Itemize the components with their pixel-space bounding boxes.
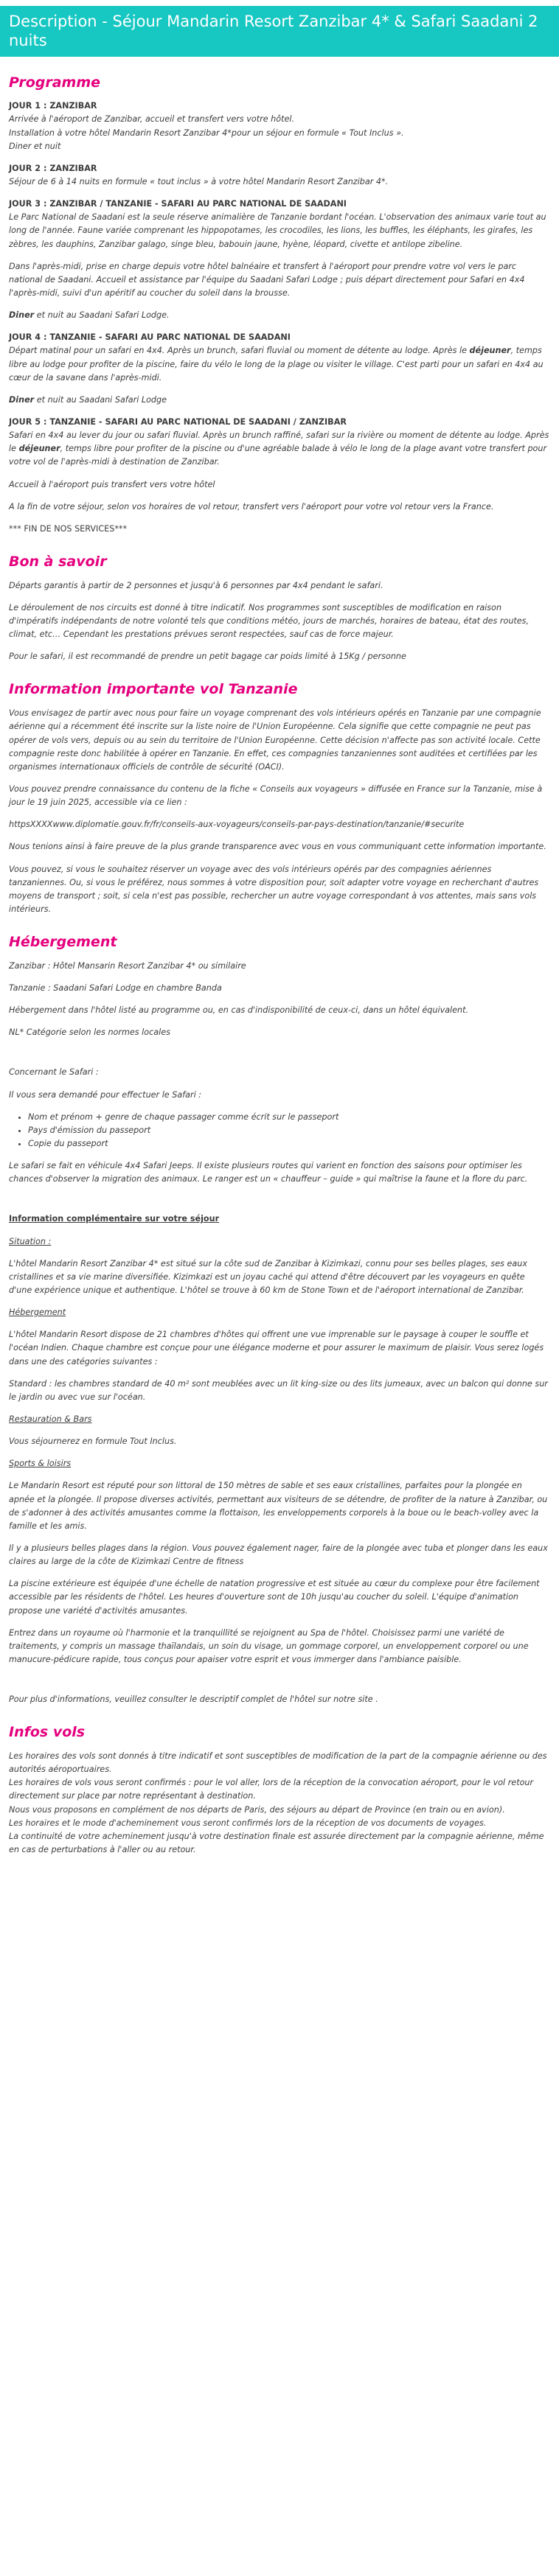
- subsection-title: Situation :: [9, 1236, 52, 1246]
- day-title: JOUR 5 : TANZANIE - SAFARI AU PARC NATIONAL DE SAADANI / ZANZIBAR: [9, 416, 347, 427]
- diner-text: et nuit au Saadani Safari Lodge.: [34, 310, 170, 321]
- link-text: httpsXXXXwww.diplomatie.gouv.fr/fr/conseils-aux-voyageurs/conseils-par-pays-destination/tanzanie/#securite: [9, 820, 465, 830]
- paragraph: Vous séjournerez en formule Tout Inclus.: [9, 1437, 177, 1447]
- paragraph: L'hôtel Mandarin Resort dispose de 21 chambres d'hôtes qui offrent une vue imprenable sur le paysage à couper le souffle et l'océan Indien. Chaque chambre est conçue pour une élégance moderne et pour assurer le maximum de plaisir. Vous serez logés dans une des catégories suivantes :: [9, 1330, 544, 1366]
- info-line: Les horaires de vols vous seront confirmés : pour le vol aller, lors de la réception de la convocation aéroport, pour le vol retour directement sur place par notre représentant à destination.: [9, 1778, 534, 1801]
- end-of-services: *** FIN DE NOS SERVICES***: [9, 523, 128, 534]
- vol-tanzanie-heading: Information importante vol Tanzanie: [9, 681, 298, 698]
- paragraph: Il vous sera demandé pour effectuer le Safari :: [9, 1089, 202, 1100]
- day-title: JOUR 3 : ZANZIBAR / TANZANIE - SAFARI AU PARC NATIONAL DE SAADANI: [9, 199, 347, 209]
- infos-vols-body: [9, 1750, 550, 1857]
- diner-label: Diner: [9, 310, 35, 321]
- safari-requirements-list: [9, 1111, 550, 1151]
- text-span: , temps libre au lodge pour profiter de la piscine, faire du vélo le long de la plage ou visiter le village. C'est parti pour un safari en 4x4 au cœur de la savane dans l'après-midi.: [9, 346, 544, 383]
- spacer: [9, 1048, 550, 1066]
- info-complementaire-title: Information complémentaire sur votre séjour: [9, 1214, 220, 1224]
- day-line: Arrivée à l'aéroport de Zanzibar, accueil et transfert vers votre hôtel.: [9, 114, 295, 125]
- diner-label: Diner: [9, 394, 35, 405]
- infos-vols-heading: Infos vols: [9, 1724, 86, 1741]
- paragraph: Nous tenions ainsi à faire preuve de la plus grande transparence avec vous en vous communiquant cette information importante.: [9, 842, 546, 852]
- paragraph: NL* Catégorie selon les normes locales: [9, 1027, 170, 1038]
- day-paragraph: Dans l'après-midi, prise en charge depuis votre hôtel balnéaire et transfert à l'aéroport pour prendre votre vol vers le parc national de Saadani. Accueil et assistance par l'équipe du Saadani Safari Lodge ; puis départ directement pour Safari en 4x4 l'après-midi, suivi d'un apéritif au coucher du soleil dans la brousse.: [9, 261, 525, 298]
- day-paragraph: [9, 429, 550, 469]
- paragraph: Entrez dans un royaume où l'harmonie et la tranquillité se rejoignent au Spa de l'hôtel. Choisissez parmi une variété de traitements, y compris un massage thaïlandais, un soin du visage, un gommage corporel, un enveloppement corporel ou une manucure-pédicure rapide, tous conçus pour apaiser votre esprit et vous immerger dans l'ambiance paisible.: [9, 1627, 529, 1664]
- diner-text: et nuit au Saadani Safari Lodge: [34, 394, 167, 405]
- paragraph: Le safari se fait en véhicule 4x4 Safari Jeeps. Il existe plusieurs routes qui varient en fonction des saisons pour optimiser les chances d'observer la migration des animaux. Le ranger est un « chauffeur – guide » qui maîtrise la faune et la flore du parc.: [9, 1161, 528, 1184]
- paragraph: La piscine extérieure est équipée d'une échelle de natation progressive et est située au cœur du complexe pour être facilement accessible par les résidents de l'hôtel. Les heures d'ouverture sont de 10h jusqu'au coucher du soleil. L'équipe d'animation propose une variété d'activités amusantes.: [9, 1579, 540, 1616]
- info-line: La continuité de votre acheminement jusqu'à votre destination finale est assurée directement par la compagnie aérienne, même en cas de perturbations à l'aller ou au retour.: [9, 1831, 544, 1854]
- paragraph: Vous envisagez de partir avec nous pour faire un voyage comprenant des vols intérieurs opérés en Tanzanie par une compagnie aérienne qui a récemment été inscrite sur la liste noire de l'Union Européenne. Cela signifie que cette compagnie ne peut pas opérer de vols vers, depuis ou au sein du territoire de l'Union Européenne. Cette décision n'affecte pas son activité locale. Cette compagnie reste donc habilitée à opérer en Tanzanie. En effet, ces compagnies tanzaniennes sont auditées et certifiées par les organismes internationaux officiels de contrôle de sécurité (OACI).: [9, 708, 541, 772]
- paragraph: Le Mandarin Resort est réputé pour son littoral de 150 mètres de sable et ses eaux cristallines, parfaites pour la plongée en apnée et la plongée. Il propose diverses activités, permettant aux visiteurs de se détendre, de profiter de la nature à Zanzibar, ou de s'adonner à des activités amusantes comme la flottaison, les enveloppements corporels à la boue ou le beach-volley avec la famille et les amis.: [9, 1481, 548, 1531]
- list-item: • Nom et prénom + genre de chaque passager comme écrit sur le passeport: [28, 1111, 550, 1124]
- text-span: Départ matinal pour un safari en 4x4. Après un brunch, safari fluvial ou moment de détente au lodge. Après le: [9, 346, 470, 356]
- programme-heading: Programme: [9, 74, 101, 91]
- text-span: , temps libre pour profiter de la piscine ou d'une agréable balade à vélo le long de la plage avant votre transfert pour votre vol de l'après-midi à destination de Zanzibar.: [9, 444, 547, 467]
- paragraph: Il y a plusieurs belles plages dans la région. Vous pouvez également nager, faire de la plongée avec tuba et plonger dans les eaux claires au large de la côte de Kizimkazi Centre de fitness: [9, 1543, 548, 1567]
- paragraph: Vous pouvez prendre connaissance du contenu de la fiche « Conseils aux voyageurs » diffusée en France sur la Tanzanie, mise à jour le 19 juin 2025, accessible via ce lien :: [9, 783, 543, 808]
- text-strong: déjeuner: [18, 444, 60, 454]
- day-title: JOUR 1 : ZANZIBAR: [9, 101, 97, 111]
- paragraph: Concernant le Safari :: [9, 1067, 99, 1078]
- day-body: [9, 113, 550, 153]
- day-line: Séjour de 6 à 14 nuits en formule « tout inclus » à votre hôtel Mandarin Resort Zanzibar 4*.: [9, 177, 389, 186]
- hebergement-heading: Hébergement: [9, 934, 117, 951]
- text-span: Safari en 4x4 au lever du jour ou safari fluvial. Après un brunch raffiné, safari sur la rivière ou moment de détente au lodge. Après le: [9, 430, 549, 454]
- day-line: Installation à votre hôtel Mandarin Resort Zanzibar 4*pour un séjour en formule « Tout Inclus ».: [9, 128, 404, 138]
- paragraph: Pour le safari, il est recommandé de prendre un petit bagage car poids limité à 15Kg / personne: [9, 652, 406, 662]
- paragraph: Pour plus d'informations, veuillez consulter le descriptif complet de l'hôtel sur notre site .: [9, 1694, 378, 1705]
- day-paragraph: Le Parc National de Saadani est la seule réserve animalière de Tanzanie bordant l'océan. L'observation des animaux varie tout au long de l'année. Faune variée comprenant les hippopotames, les crocodiles, les lions, les buffles, les éléphants, les girafes, les zèbres, les dauphins, Zanzibar galago, singe bleu, babouin jaune, hyène, léopard, civette et antilope zibeline.: [9, 212, 546, 249]
- day-title: JOUR 4 : TANZANIE - SAFARI AU PARC NATIONAL DE SAADANI: [9, 332, 291, 343]
- content: [0, 74, 559, 1857]
- info-line: Les horaires et le mode d'acheminement vous seront confirmés lors de la réception de vos documents de voyages.: [9, 1818, 487, 1828]
- subsection-title: Hébergement: [9, 1308, 66, 1318]
- page: [0, 6, 559, 1888]
- list-item: • Copie du passeport: [28, 1137, 550, 1151]
- text-strong: déjeuner: [469, 346, 511, 356]
- spacer: [9, 1195, 550, 1212]
- paragraph: Le déroulement de nos circuits est donné à titre indicatif. Nos programmes sont susceptibles de modification en raison d'impératifs indépendants de notre volonté tels que conditions météo, jours de marchés, horaires de bateau, état des routes, climat, etc… Cependant les prestations prévues seront respectées, sauf cas de force majeur.: [9, 602, 530, 640]
- paragraph: Départs garantis à partir de 2 personnes et jusqu'à 6 personnes par 4x4 pendant le safari.: [9, 580, 383, 590]
- subsection-title: Restauration & Bars: [9, 1414, 92, 1424]
- day-paragraph: [9, 394, 550, 407]
- day-title: JOUR 2 : ZANZIBAR: [9, 163, 97, 173]
- info-line: Nous vous proposons en complément de nos départs de Paris, des séjours au départ de Province (en train ou en avion).: [9, 1804, 505, 1815]
- subsection-title: Sports & loisirs: [9, 1459, 72, 1469]
- bon-a-savoir-heading: Bon à savoir: [9, 553, 107, 570]
- day-paragraph: [9, 344, 550, 384]
- paragraph: Zanzibar : Hôtel Mansarin Resort Zanzibar 4* ou similaire: [9, 960, 246, 971]
- paragraph: Hébergement dans l'hôtel listé au programme ou, en cas d'indisponibilité de ceux-ci, dans un hôtel équivalent.: [9, 1005, 469, 1016]
- paragraph: Standard : les chambres standard de 40 m² sont meublées avec un lit king-size ou des lits jumeaux, avec un balcon qui donne sur le jardin ou avec vue sur l'océan.: [9, 1378, 548, 1402]
- paragraph: Vous pouvez, si vous le souhaitez réserver un voyage avec des vols intérieurs opérés par des compagnies aériennes tanzaniennes. Ou, si vous le préférez, nous sommes à votre disposition pour, soit adapter votre voyage en recherchant d'autres moyens de transport ; soit, si cela n'est pas possible, rechercher un autre voyage correspondant à vos attentes, mais sans vols intérieurs.: [9, 864, 539, 914]
- paragraph: L'hôtel Mandarin Resort Zanzibar 4* est situé sur la côte sud de Zanzibar à Kizimkazi, connu pour ses belles plages, ses eaux cristallines et sa vie marine diversifiée. Kizimkazi est un joyau caché qui attend d'être découvert par les voyageurs en quête d'une expérience unique et authentique. L'hôtel se trouve à 60 km de Stone Town et de l'aéroport international de Zanzibar.: [9, 1258, 527, 1295]
- day-paragraph: [9, 309, 550, 322]
- list-item: • Pays d'émission du passeport: [28, 1124, 550, 1137]
- day-paragraph: Accueil à l'aéroport puis transfert vers votre hôtel: [9, 479, 215, 489]
- info-line: Les horaires des vols sont donnés à titre indicatif et sont susceptibles de modification de la part de la compagnie aérienne ou des autorités aéroportuaires.: [9, 1751, 547, 1775]
- day-line: Diner et nuit: [9, 141, 61, 151]
- spacer: [9, 1675, 550, 1693]
- paragraph: Tanzanie : Saadani Safari Lodge en chambre Banda: [9, 983, 222, 994]
- day-paragraph: A la fin de votre séjour, selon vos horaires de vol retour, transfert vers l'aéroport pour votre vol retour vers la France.: [9, 501, 494, 512]
- page-title: Description - Séjour Mandarin Resort Zanzibar 4* & Safari Saadani 2 nuits: [0, 6, 559, 57]
